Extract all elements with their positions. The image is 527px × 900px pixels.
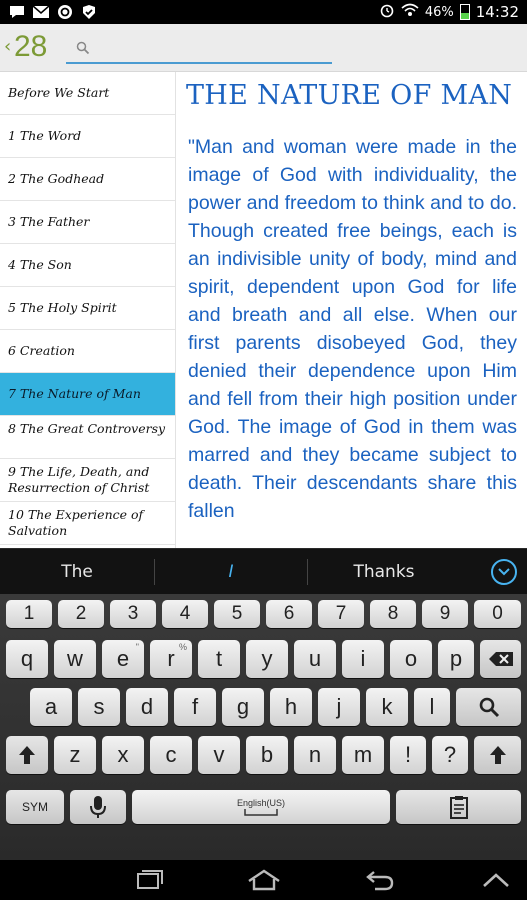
key-label: 1 xyxy=(23,603,35,624)
back-button[interactable] xyxy=(360,866,400,894)
suggestion-middle[interactable]: I xyxy=(228,562,234,582)
key-n[interactable] xyxy=(294,736,336,774)
key-1[interactable] xyxy=(6,600,52,628)
back-arrow-icon xyxy=(365,869,395,891)
sidebar-item-label: 4 The Son xyxy=(8,257,72,272)
suggestion-left[interactable]: The xyxy=(61,562,93,582)
key-k[interactable] xyxy=(366,688,408,726)
key-label: SYM xyxy=(21,800,48,814)
backspace-key[interactable] xyxy=(480,640,521,678)
sidebar-item-creation[interactable] xyxy=(0,330,175,373)
battery-icon xyxy=(460,4,470,20)
status-bar xyxy=(0,0,527,24)
sidebar-item-the-godhead[interactable] xyxy=(0,158,175,201)
space-bar[interactable] xyxy=(132,790,390,824)
key-label: 3 xyxy=(127,603,139,624)
system-navigation-bar xyxy=(0,860,527,900)
space-bar-language-label: English(US) xyxy=(236,798,285,808)
chapter-number[interactable]: 28 xyxy=(14,30,48,63)
sidebar-item-label: Before We Start xyxy=(8,85,110,100)
key-label: 5 xyxy=(231,603,243,624)
key-q[interactable] xyxy=(6,640,48,678)
voice-input-key[interactable] xyxy=(70,790,126,824)
key-sublabel: % xyxy=(178,642,187,652)
suggestion-right[interactable]: Thanks xyxy=(353,562,415,582)
key-e[interactable] xyxy=(102,640,144,678)
key-label: q xyxy=(20,646,34,671)
key-d[interactable] xyxy=(126,688,168,726)
key-o[interactable] xyxy=(390,640,432,678)
key-label: b xyxy=(260,742,274,767)
key-label: h xyxy=(284,694,298,719)
key-question[interactable] xyxy=(432,736,468,774)
key-sublabel: " xyxy=(135,642,139,652)
sync-icon xyxy=(56,3,74,21)
key-label: y xyxy=(261,646,273,671)
key-label: k xyxy=(381,694,393,719)
onscreen-keyboard xyxy=(0,594,527,860)
key-label: l xyxy=(429,694,435,719)
recent-apps-icon xyxy=(136,869,164,891)
wifi-icon xyxy=(401,2,419,22)
key-label: 6 xyxy=(283,603,295,624)
search-box[interactable] xyxy=(66,36,332,64)
action-bar xyxy=(0,24,527,72)
key-label: z xyxy=(69,742,81,767)
key-label: 9 xyxy=(439,603,451,624)
backspace-icon xyxy=(488,651,514,667)
shift-key[interactable] xyxy=(6,736,48,774)
chapter-content[interactable] xyxy=(180,72,527,548)
keyboard-suggestion-bar xyxy=(0,548,527,594)
key-s[interactable] xyxy=(78,688,120,726)
sidebar-item-label: 8 The Great Controversy xyxy=(8,421,166,436)
home-button[interactable] xyxy=(244,866,284,894)
sidebar-item-the-holy-spirit[interactable] xyxy=(0,287,175,330)
shift-arrow-icon xyxy=(18,745,36,765)
recent-apps-button[interactable] xyxy=(130,866,170,894)
key-label: c xyxy=(165,742,177,767)
key-label: d xyxy=(140,694,154,719)
key-t[interactable] xyxy=(198,640,240,678)
microphone-icon xyxy=(89,795,107,819)
key-0[interactable] xyxy=(474,600,521,628)
sym-key[interactable] xyxy=(6,790,64,824)
key-p[interactable] xyxy=(438,640,474,678)
key-label: x xyxy=(117,742,129,767)
key-label: f xyxy=(191,694,199,719)
key-label: p xyxy=(449,646,463,671)
key-m[interactable] xyxy=(342,736,384,774)
sidebar-item-the-nature-of-man[interactable] xyxy=(0,373,175,416)
key-c[interactable] xyxy=(150,736,192,774)
key-label: 0 xyxy=(492,603,503,624)
sidebar-item-label: 9 The Life, Death, and Resurrection of Christ xyxy=(8,464,150,495)
key-f[interactable] xyxy=(174,688,216,726)
key-r[interactable] xyxy=(150,640,192,678)
key-label: e xyxy=(116,646,130,671)
alarm-icon xyxy=(379,2,395,22)
search-icon xyxy=(76,41,90,55)
key-y[interactable] xyxy=(246,640,288,678)
sidebar-item-life-death-resurrection[interactable] xyxy=(0,459,175,502)
key-g[interactable] xyxy=(222,688,264,726)
key-label: ! xyxy=(404,742,412,767)
key-label: 4 xyxy=(179,603,191,624)
sidebar-item-label: 3 The Father xyxy=(8,214,90,229)
space-icon xyxy=(244,808,278,816)
sidebar-item-before-we-start[interactable] xyxy=(0,72,175,115)
key-6[interactable] xyxy=(266,600,312,628)
key-label: a xyxy=(44,694,58,719)
chapter-sidebar xyxy=(0,72,176,548)
key-label: 8 xyxy=(387,603,399,624)
key-b[interactable] xyxy=(246,736,288,774)
key-label: w xyxy=(67,646,83,671)
key-label: j xyxy=(336,694,342,719)
key-label: 2 xyxy=(75,603,87,624)
key-label: i xyxy=(360,646,366,671)
home-icon xyxy=(247,869,281,891)
back-chevron-icon[interactable]: ‹ xyxy=(4,36,12,57)
key-h[interactable] xyxy=(270,688,312,726)
sidebar-item-label: 7 The Nature of Man xyxy=(8,386,141,401)
sidebar-item-the-word[interactable] xyxy=(0,115,175,158)
key-label: 7 xyxy=(335,603,347,624)
sidebar-item-experience-of-salvation[interactable] xyxy=(0,502,175,545)
key-label: r xyxy=(167,646,175,671)
key-a[interactable] xyxy=(30,688,72,726)
key-label: g xyxy=(236,694,250,719)
collapse-suggestions-icon[interactable] xyxy=(491,559,517,585)
sidebar-item-label: 5 The Holy Spirit xyxy=(8,300,117,315)
search-icon xyxy=(478,696,500,718)
key-label: ? xyxy=(443,742,457,767)
key-label: s xyxy=(93,694,105,719)
search-key[interactable] xyxy=(456,688,521,726)
key-i[interactable] xyxy=(342,640,384,678)
key-l[interactable] xyxy=(414,688,450,726)
key-z[interactable] xyxy=(54,736,96,774)
key-x[interactable] xyxy=(102,736,144,774)
mail-icon xyxy=(32,3,50,21)
chapter-body: "Man and woman were made in the image of God with individuality, the power and freedom to think and to do. Though created free beings, each is an indivisible unity of body, mind and spirit, dependent upon God for life and breath and all else. When our first parents disobeyed God, they denied their dependence upon Him and fell from their high position under God. The image of God in them was marred and they became subject to death. Their descendants share this fallen xyxy=(188,136,517,522)
key-8[interactable] xyxy=(370,600,416,628)
key-label: v xyxy=(213,742,225,767)
chevron-up-icon xyxy=(482,872,510,888)
key-exclamation[interactable] xyxy=(390,736,426,774)
chapter-title: THE NATURE OF MAN xyxy=(186,80,513,111)
key-label: u xyxy=(308,646,322,671)
battery-percent: 46% xyxy=(424,4,454,20)
key-7[interactable] xyxy=(318,600,364,628)
sidebar-item-label: 1 The Word xyxy=(8,128,82,143)
sidebar-item-label: 2 The Godhead xyxy=(8,171,105,186)
clipboard-icon xyxy=(449,795,469,819)
shift-arrow-icon xyxy=(489,745,507,765)
sidebar-item-label: 6 Creation xyxy=(8,343,75,358)
key-label: o xyxy=(404,646,418,671)
check-shield-icon xyxy=(80,3,98,21)
search-input[interactable] xyxy=(96,36,326,62)
message-icon xyxy=(8,3,26,21)
key-label: m xyxy=(353,742,373,767)
key-j[interactable] xyxy=(318,688,360,726)
key-w[interactable] xyxy=(54,640,96,678)
clipboard-key[interactable] xyxy=(396,790,521,824)
hide-keyboard-button[interactable] xyxy=(476,866,516,894)
key-4[interactable] xyxy=(162,600,208,628)
sidebar-item-label: 10 The Experience of Salvation xyxy=(8,507,144,538)
key-label: n xyxy=(308,742,322,767)
sidebar-item-the-great-controversy[interactable] xyxy=(0,416,175,459)
key-9[interactable] xyxy=(422,600,468,628)
key-2[interactable] xyxy=(58,600,104,628)
shift-key-right[interactable] xyxy=(474,736,521,774)
key-label: t xyxy=(215,646,223,671)
key-u[interactable] xyxy=(294,640,336,678)
sidebar-item-the-son[interactable] xyxy=(0,244,175,287)
sidebar-item-the-father[interactable] xyxy=(0,201,175,244)
status-time: 14:32 xyxy=(475,3,519,21)
key-5[interactable] xyxy=(214,600,260,628)
key-v[interactable] xyxy=(198,736,240,774)
key-3[interactable] xyxy=(110,600,156,628)
